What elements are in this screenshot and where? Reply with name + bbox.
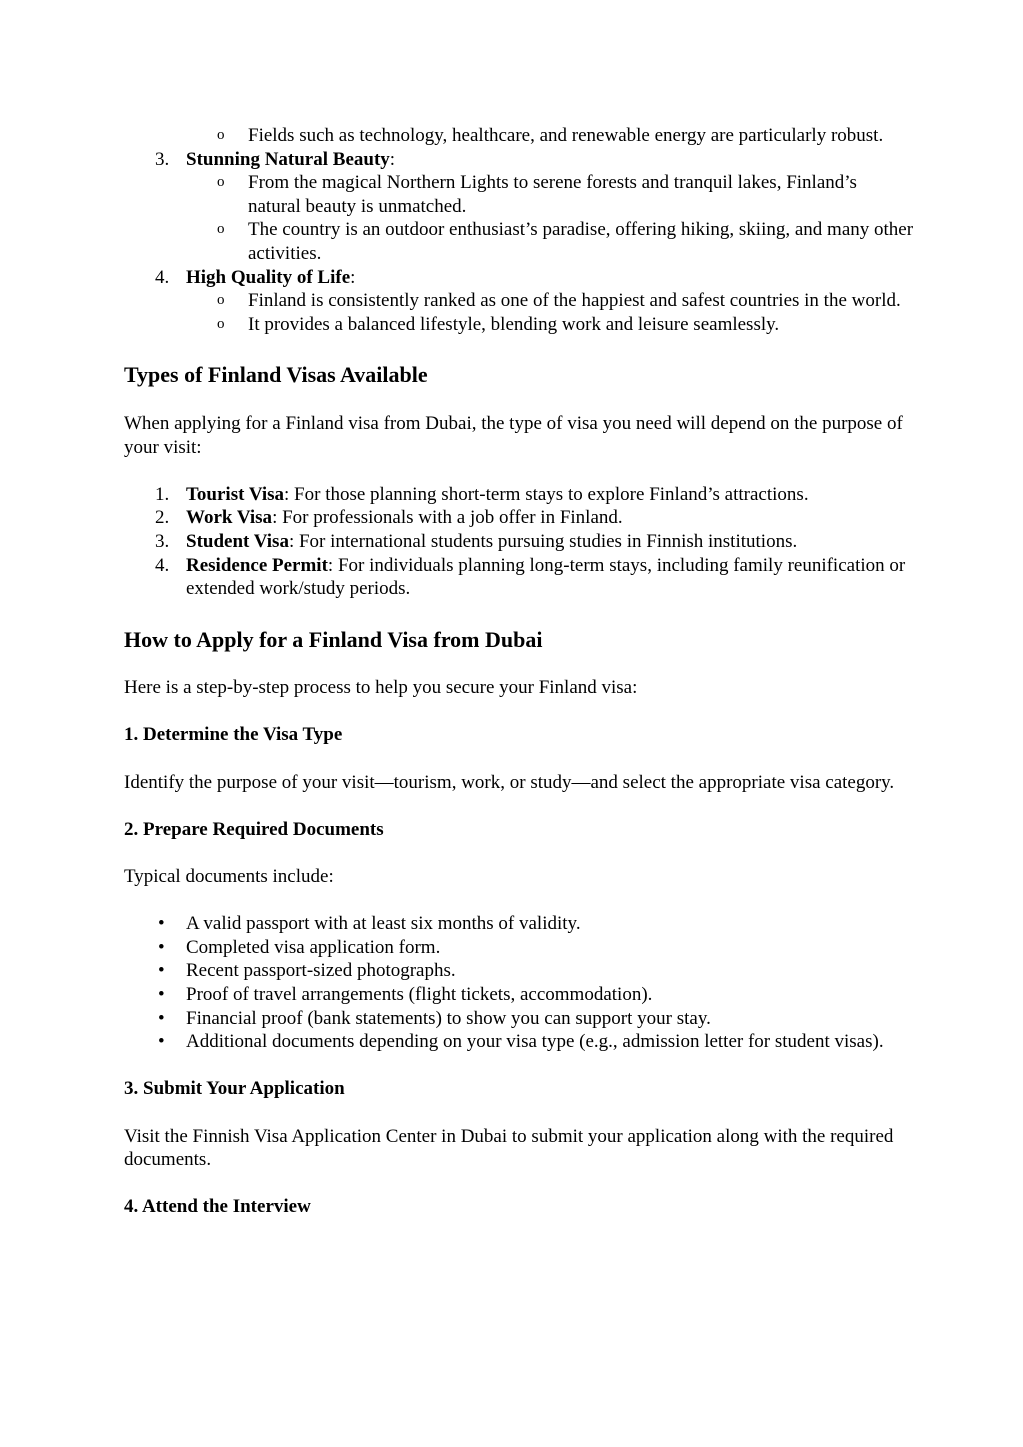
list-number: 1. [155,483,170,505]
step-heading: 1. Determine the Visa Type [124,724,343,746]
list-item: o It provides a balanced lifestyle, blending work and leisure seamlessly. [124,313,914,337]
list-item: • A valid passport with at least six months of validity. [124,912,914,936]
list-item: • Completed visa application form. [124,936,914,960]
visa-type-desc: : For professionals with a job offer in Finland. [272,507,623,529]
paragraph: Visit the Finnish Visa Application Center in Dubai to submit your application along with the required documents. [124,1125,894,1171]
list-item: o Finland is consistently ranked as one of the happiest and safest countries in the world. [124,289,914,313]
list-item: o Fields such as technology, healthcare, and renewable energy are particularly robust. [124,124,914,148]
visa-type-title: Work Visa [186,507,273,529]
visa-type-item [124,483,914,507]
visa-type-title: Tourist Visa [186,483,285,505]
list-item: • Proof of travel arrangements (flight tickets, accommodation). [124,983,914,1007]
reason-title: Stunning Natural Beauty [186,148,390,170]
list-item: o The country is an outdoor enthusiast’s paradise, offering hiking, skiing, and many other activities. [124,218,914,265]
visa-type-item [124,506,914,530]
paragraph: When applying for a Finland visa from Dubai, the type of visa you need will depend on the purpose of your visit: [124,412,903,458]
visa-types-list [124,483,914,601]
visa-type-desc: : For those planning short-term stays to explore Finland’s attractions. [284,483,809,505]
list-item: • Recent passport-sized photographs. [124,959,914,983]
reason-item [124,148,914,172]
list-number: 4. [155,554,170,576]
list-number: 4. [155,266,170,288]
reason-colon: : [350,266,356,288]
reason-colon: : [389,148,396,170]
reason-sub-list [124,289,914,336]
visa-type-title: Student Visa [186,530,289,552]
section-heading-visa-types: Types of Finland Visas Available [124,362,428,388]
reasons-list [124,266,914,290]
step-heading: 2. Prepare Required Documents [124,818,384,840]
intro-sub-list [124,124,914,148]
documents-list [124,912,914,1054]
paragraph: Typical documents include: [124,866,334,888]
visa-type-title: Residence Permit [186,554,328,576]
reasons-list [124,148,914,172]
list-number: 3. [155,148,170,170]
visa-type-item [124,554,914,601]
list-item: o From the magical Northern Lights to serene forests and tranquil lakes, Finland’s natural beauty is unmatched. [124,171,914,218]
step-heading: 4. Attend the Interview [124,1196,311,1218]
list-number: 3. [155,530,170,552]
reason-item [124,266,914,290]
visa-type-item [124,530,914,554]
visa-type-desc: : For individuals planning long-term stays, including family reunification or extended work/study periods. [186,554,906,600]
reason-title: High Quality of Life [186,266,351,288]
document-page [124,124,914,1219]
paragraph: Identify the purpose of your visit—tourism, work, or study—and select the appropriate visa category. [124,771,895,793]
section-heading-how-to-apply: How to Apply for a Finland Visa from Dubai [124,626,543,652]
paragraph: Here is a step-by-step process to help you secure your Finland visa: [124,677,638,699]
list-number: 2. [155,507,170,529]
list-item: • Financial proof (bank statements) to show you can support your stay. [124,1007,914,1031]
visa-type-desc: : For international students pursuing studies in Finnish institutions. [288,530,798,552]
list-item: • Additional documents depending on your visa type (e.g., admission letter for student visas). [124,1030,914,1054]
step-heading: 3. Submit Your Application [124,1078,345,1100]
reason-sub-list [124,171,914,265]
